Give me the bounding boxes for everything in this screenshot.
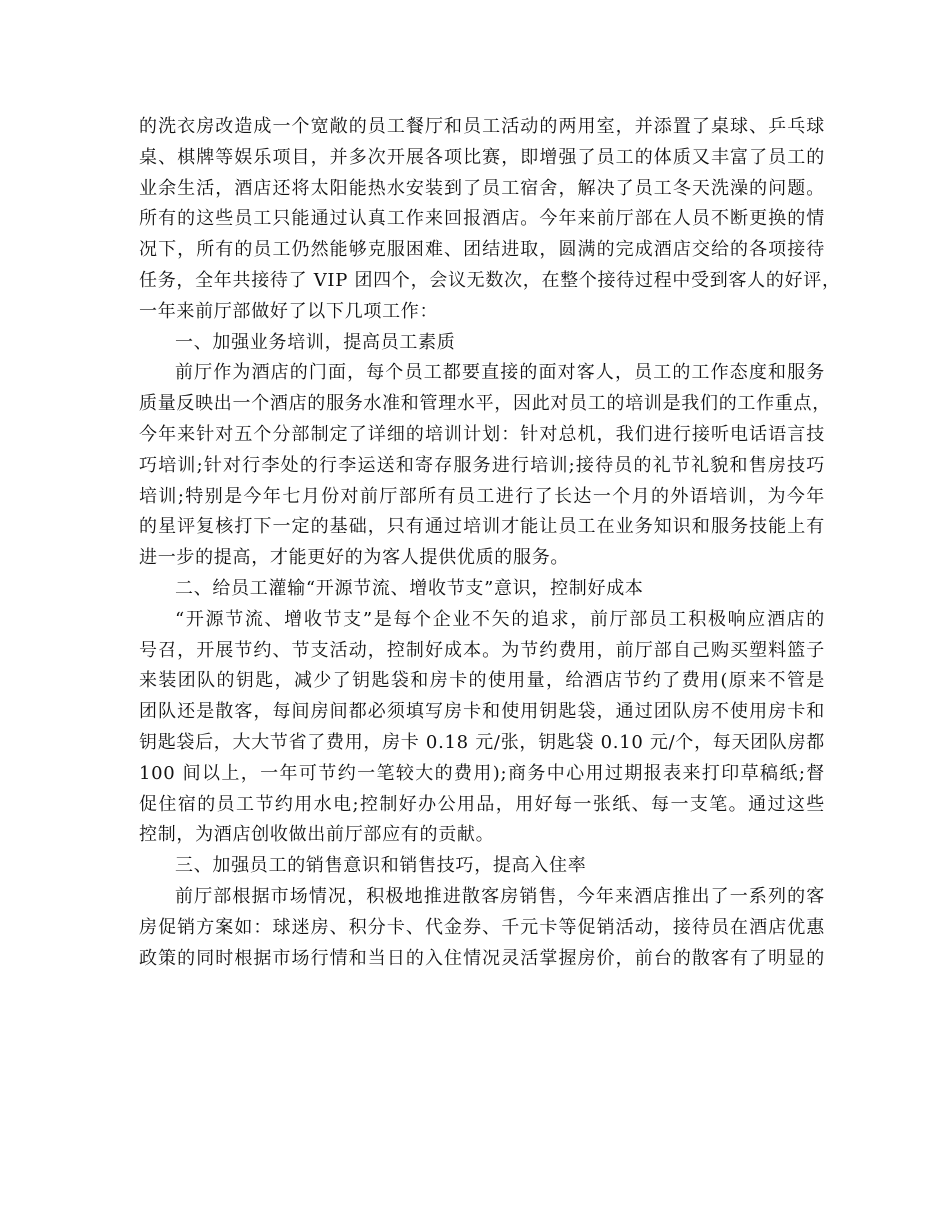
section-heading: 三、加强员工的销售意识和销售技巧，提高入住率 xyxy=(175,855,587,877)
document-page xyxy=(139,112,841,974)
text-line: 今年来针对五个分部制定了详细的培训计划：针对总机，我们进行接听电话语言技 xyxy=(139,423,825,445)
text-line: 来装团队的钥匙，减少了钥匙袋和房卡的使用量，给酒店节约了费用(原来不管是 xyxy=(139,670,825,692)
text-line: 培训;特别是今年七月份对前厅部所有员工进行了长达一个月的外语培训，为今年 xyxy=(139,485,825,507)
text-line: 100 间以上，一年可节约一笔较大的费用);商务中心用过期报表来打印草稿纸;督 xyxy=(139,762,825,784)
paragraph-first-line: 前厅作为酒店的门面，每个员工都要直接的面对客人，员工的工作态度和服务 xyxy=(175,362,825,384)
text-line: 任务，全年共接待了 VIP 团四个，会议无数次，在整个接待过程中受到客人的好评， xyxy=(139,269,841,291)
section-heading: 二、给员工灌输“开源节流、增收节支”意识，控制好成本 xyxy=(175,577,644,599)
text-line: 钥匙袋后，大大节省了费用，房卡 0.18 元/张，钥匙袋 0.10 元/个，每天团队房都 xyxy=(139,731,825,753)
text-line: 业余生活，酒店还将太阳能热水安装到了员工宿舍，解决了员工冬天洗澡的问题。 xyxy=(139,177,825,199)
text-line: 控制，为酒店创收做出前厅部应有的贡献。 xyxy=(139,824,495,846)
text-line: 况下，所有的员工仍然能够克服困难、团结进取，圆满的完成酒店交给的各项接待 xyxy=(139,239,825,261)
text-line: 所有的这些员工只能通过认真工作来回报酒店。今年来前厅部在人员不断更换的情 xyxy=(139,208,825,230)
text-line: 团队还是散客，每间房间都必须填写房卡和使用钥匙袋，通过团队房不使用房卡和 xyxy=(139,701,825,723)
paragraph-first-line: 前厅部根据市场情况，积极地推进散客房销售，今年来酒店推出了一系列的客 xyxy=(175,885,825,907)
text-line: 一年来前厅部做好了以下几项工作： xyxy=(139,300,439,322)
text-line: 质量反映出一个酒店的服务水准和管理水平，因此对员工的培训是我们的工作重点， xyxy=(139,393,831,415)
section-heading: 一、加强业务培训，提高员工素质 xyxy=(175,331,456,353)
text-line: 巧培训;针对行李处的行李运送和寄存服务进行培训;接待员的礼节礼貌和售房技巧 xyxy=(139,454,825,476)
paragraph-first-line: “开源节流、增收节支”是每个企业不矢的追求，前厅部员工积极响应酒店的 xyxy=(175,608,825,630)
text-line: 房促销方案如：球迷房、积分卡、代金券、千元卡等促销活动，接待员在酒店优惠 xyxy=(139,916,825,938)
text-line: 桌、棋牌等娱乐项目，并多次开展各项比赛，即增强了员工的体质又丰富了员工的 xyxy=(139,146,825,168)
text-line: 进一步的提高，才能更好的为客人提供优质的服务。 xyxy=(139,547,570,569)
text-line: 的星评复核打下一定的基础，只有通过培训才能让员工在业务知识和服务技能上有 xyxy=(139,516,825,538)
text-line: 的洗衣房改造成一个宽敞的员工餐厅和员工活动的两用室，并添置了桌球、乒乓球 xyxy=(139,116,825,137)
text-line: 号召，开展节约、节支活动，控制好成本。为节约费用，前厅部自己购买塑料篮子 xyxy=(139,639,825,661)
text-line: 促住宿的员工节约用水电;控制好办公用品，用好每一张纸、每一支笔。通过这些 xyxy=(139,793,825,815)
text-line: 政策的同时根据市场行情和当日的入住情况灵活掌握房价，前台的散客有了明显的 xyxy=(139,947,825,969)
